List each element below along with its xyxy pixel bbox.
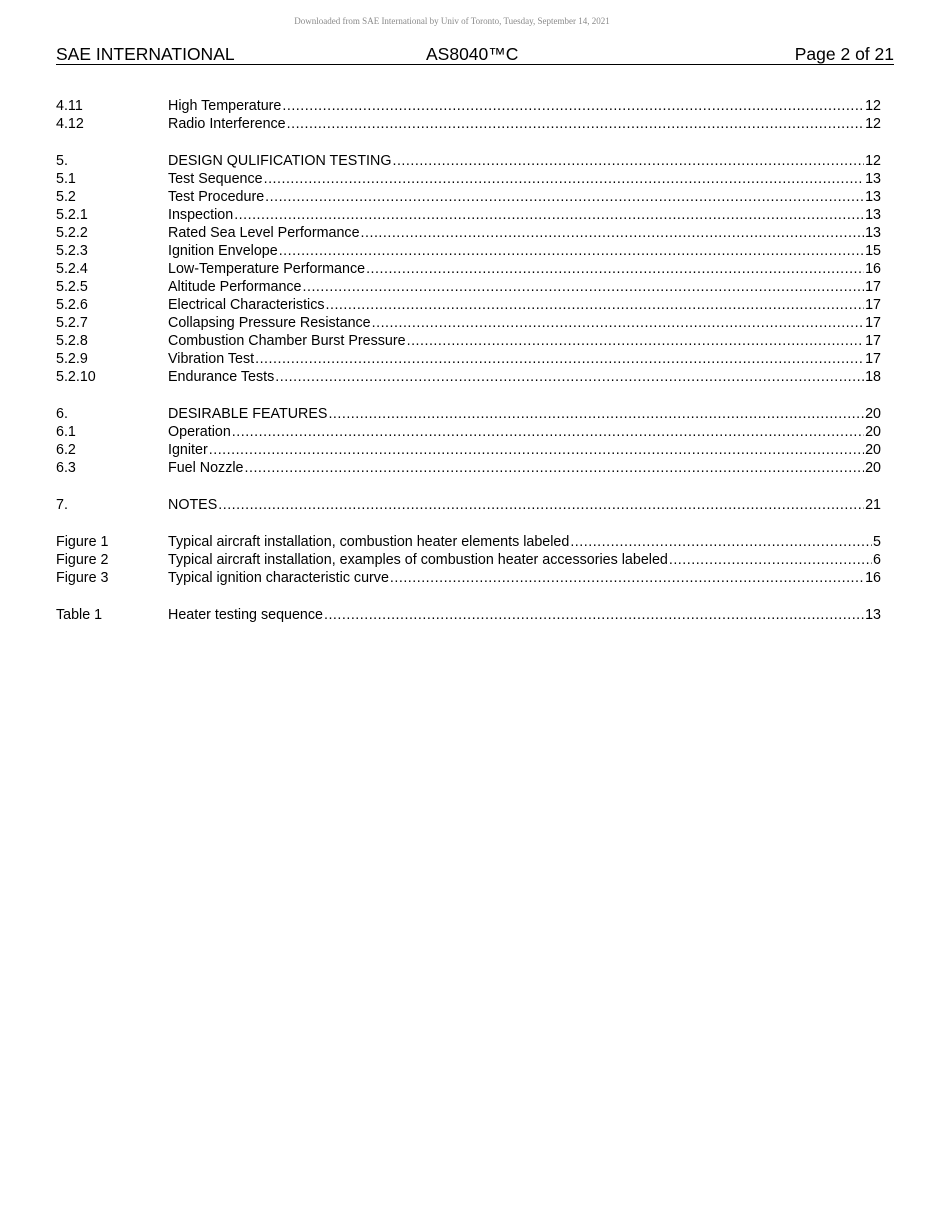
toc-entry-page: 5 [873, 534, 881, 550]
toc-group [56, 606, 881, 624]
toc-entry-title: Endurance Tests [168, 369, 275, 385]
toc-entry-page: 20 [865, 406, 881, 422]
toc-entry-page: 17 [865, 279, 881, 295]
toc-entry-page: 15 [865, 243, 881, 259]
toc-dot-leader [390, 569, 864, 587]
toc-dot-leader [669, 551, 872, 569]
toc-entry-title: NOTES [168, 497, 218, 513]
toc-entry[interactable] [56, 314, 881, 332]
toc-entry[interactable] [56, 551, 881, 569]
toc-entry-page: 18 [865, 369, 881, 385]
toc-entry-number: 5.2.8 [56, 333, 88, 349]
toc-entry[interactable] [56, 296, 881, 314]
toc-dot-leader [245, 459, 865, 477]
toc-entry-title: Radio Interference [168, 116, 286, 132]
toc-entry-page: 17 [865, 297, 881, 313]
toc-dot-leader [287, 115, 864, 133]
toc-entry-number: 4.12 [56, 116, 84, 132]
page-header [56, 43, 894, 65]
toc-entry-number: 5.2.4 [56, 261, 88, 277]
toc-entry-title: Test Procedure [168, 189, 265, 205]
toc-entry[interactable] [56, 569, 881, 587]
toc-entry[interactable] [56, 368, 881, 386]
toc-entry-number: Table 1 [56, 607, 103, 623]
toc-dot-leader [264, 170, 865, 188]
toc-entry-number: 6.2 [56, 442, 76, 458]
toc-dot-leader [366, 260, 864, 278]
toc-entry-page: 6 [873, 552, 881, 568]
toc-entry-page: 20 [865, 442, 881, 458]
toc-entry[interactable] [56, 441, 881, 459]
toc-dot-leader [234, 206, 864, 224]
toc-entry-title: Typical aircraft installation, examples of combustion heater accessories labeled [168, 552, 668, 568]
toc-entry-page: 13 [865, 225, 881, 241]
toc-entry[interactable] [56, 224, 881, 242]
toc-dot-leader [279, 242, 864, 260]
toc-entry-page: 13 [865, 189, 881, 205]
toc-dot-leader [218, 496, 864, 514]
toc-entry-number: 5.2.2 [56, 225, 88, 241]
toc-dot-leader [282, 97, 864, 115]
toc-entry-page: 13 [865, 171, 881, 187]
toc-entry-number: Figure 3 [56, 570, 109, 586]
toc-group [56, 97, 881, 133]
toc-entry-title: High Temperature [168, 98, 282, 114]
toc-group [56, 405, 881, 477]
toc-dot-leader [324, 606, 864, 624]
toc-dot-leader [255, 350, 864, 368]
toc-entry-page: 20 [865, 424, 881, 440]
toc-entry-title: Ignition Envelope [168, 243, 278, 259]
toc-entry-title: Vibration Test [168, 351, 255, 367]
toc-dot-leader [361, 224, 865, 242]
toc-entry[interactable] [56, 533, 881, 551]
toc-entry[interactable] [56, 423, 881, 441]
toc-entry[interactable] [56, 459, 881, 477]
toc-entry[interactable] [56, 152, 881, 170]
toc-entry-number: 5.2.1 [56, 207, 88, 223]
toc-dot-leader [328, 405, 864, 423]
toc-entry-title: Typical ignition characteristic curve [168, 570, 389, 586]
header-document-number: AS8040™C [426, 44, 519, 64]
toc-entry[interactable] [56, 496, 881, 514]
toc-entry-number: 5.2.6 [56, 297, 88, 313]
toc-dot-leader [265, 188, 864, 206]
toc-entry-number: 5.2.3 [56, 243, 88, 259]
toc-entry-number: 6.1 [56, 424, 76, 440]
toc-entry-page: 20 [865, 460, 881, 476]
toc-entry-page: 21 [865, 497, 881, 513]
toc-entry-title: DESIRABLE FEATURES [168, 406, 328, 422]
toc-entry-number: 4.11 [56, 98, 83, 114]
toc-entry-title: Altitude Performance [168, 279, 302, 295]
toc-entry-title: Fuel Nozzle [168, 460, 244, 476]
toc-dot-leader [372, 314, 864, 332]
table-of-contents [56, 97, 881, 643]
toc-entry-title: Igniter [168, 442, 208, 458]
toc-entry-number: 7. [56, 497, 68, 513]
header-organization: SAE INTERNATIONAL [56, 44, 235, 64]
toc-entry[interactable] [56, 260, 881, 278]
toc-entry-number: 6. [56, 406, 68, 422]
toc-entry[interactable] [56, 405, 881, 423]
toc-entry-number: 5. [56, 153, 68, 169]
toc-entry[interactable] [56, 242, 881, 260]
toc-entry-number: Figure 1 [56, 534, 109, 550]
toc-entry[interactable] [56, 332, 881, 350]
toc-entry-number: 6.3 [56, 460, 76, 476]
toc-entry-page: 16 [865, 261, 881, 277]
toc-entry[interactable] [56, 170, 881, 188]
toc-entry-page: 13 [865, 207, 881, 223]
toc-entry[interactable] [56, 97, 881, 115]
toc-dot-leader [407, 332, 865, 350]
toc-entry-page: 16 [865, 570, 881, 586]
toc-entry-title: Collapsing Pressure Resistance [168, 315, 371, 331]
toc-entry-number: 5.2.10 [56, 369, 96, 385]
toc-entry-title: Electrical Characteristics [168, 297, 325, 313]
toc-entry-page: 17 [865, 333, 881, 349]
toc-entry-title: Typical aircraft installation, combustion heater elements labeled [168, 534, 570, 550]
toc-entry-title: Heater testing sequence [168, 607, 323, 623]
toc-entry-title: DESIGN QULIFICATION TESTING [168, 153, 392, 169]
toc-entry-number: 5.2 [56, 189, 76, 205]
download-watermark: Downloaded from SAE International by Univ of Toronto, Tuesday, September 14, 2021 [294, 16, 610, 26]
toc-entry-title: Inspection [168, 207, 234, 223]
toc-entry-title: Combustion Chamber Burst Pressure [168, 333, 406, 349]
toc-dot-leader [326, 296, 865, 314]
toc-entry-page: 12 [865, 153, 881, 169]
toc-group [56, 152, 881, 386]
toc-entry-title: Rated Sea Level Performance [168, 225, 360, 241]
toc-dot-leader [232, 423, 864, 441]
toc-entry[interactable] [56, 606, 881, 624]
toc-entry-page: 13 [865, 607, 881, 623]
toc-dot-leader [303, 278, 865, 296]
toc-entry-number: 5.1 [56, 171, 76, 187]
header-page-number: Page 2 of 21 [794, 44, 894, 64]
toc-entry-page: 17 [865, 315, 881, 331]
toc-entry-page: 12 [865, 116, 881, 132]
toc-entry[interactable] [56, 278, 881, 296]
toc-entry[interactable] [56, 206, 881, 224]
toc-dot-leader [570, 533, 872, 551]
toc-entry-number: 5.2.5 [56, 279, 88, 295]
toc-entry[interactable] [56, 115, 881, 133]
toc-entry-number: Figure 2 [56, 552, 109, 568]
toc-entry-title: Operation [168, 424, 231, 440]
toc-group [56, 533, 881, 587]
toc-group [56, 496, 881, 514]
toc-entry-number: 5.2.9 [56, 351, 88, 367]
toc-entry[interactable] [56, 188, 881, 206]
toc-entry-page: 17 [865, 351, 881, 367]
toc-entry-page: 12 [865, 98, 881, 114]
toc-dot-leader [209, 441, 864, 459]
toc-entry-title: Test Sequence [168, 171, 263, 187]
toc-dot-leader [392, 152, 864, 170]
toc-entry[interactable] [56, 350, 881, 368]
toc-entry-title: Low-Temperature Performance [168, 261, 366, 277]
toc-entry-number: 5.2.7 [56, 315, 88, 331]
toc-dot-leader [275, 368, 864, 386]
